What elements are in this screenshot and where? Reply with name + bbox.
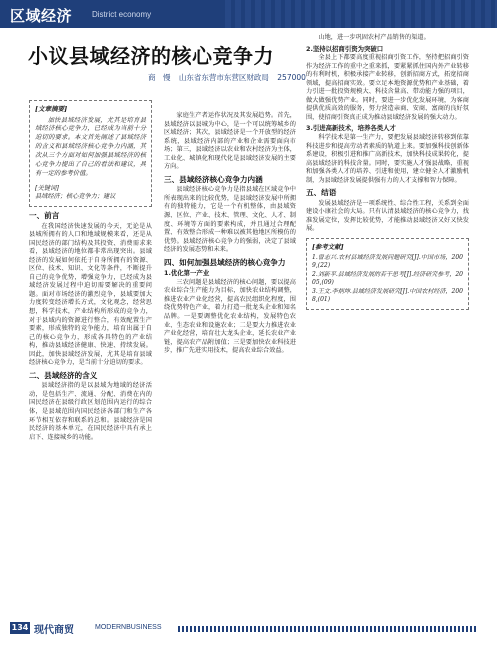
paragraph: 县域经济指的是以县域为地域的经济活动，是包括生产、流通、分配、消费在内的国民经济在县级行政区划范围内运行的综合体，是县域范围内国民经济各部门和生产各环节相互依存和联系的总和。县域经济是国民经济的基本单元，在国民经济中具有承上启下、连接城乡的功能。	[29, 382, 152, 441]
heading-definition: 二、县域经济的含义	[29, 370, 98, 380]
heading-conclusion: 五、结语	[306, 188, 337, 198]
column-middle	[164, 112, 296, 357]
paragraph: 县域经济核心竞争力是指县域在区域竞争中所表现出来的比较优势，是县域经济发展中所拥有的独特能力，它是一个有机整体，由县域资源、区位、产业、技术、管理、文化、人才、制度、环境等方面的要素构成，并且通过合理配置、有效整合形成一种难以被其他地区所模仿的优势。县域经济核心竞争力的强弱，决定了县域经济的发展态势和未来。	[164, 186, 296, 254]
subheading-primary-industry: 1.优化第一产业	[164, 269, 210, 278]
subheading-technology-talent: 3.引进高新技术，培养各类人才	[306, 124, 396, 133]
journal-name-english: MODERNBUSINESS	[95, 624, 162, 631]
reference-item: 3.王文.李炳坤.县域经济发展研究[J].中国农村经济，2008,(01)	[312, 287, 463, 304]
journal-name: 现代商贸	[34, 625, 74, 636]
footer-decoration	[178, 626, 478, 632]
author-name: 商 慢	[148, 73, 171, 82]
article-title: 小议县域经济的核心竞争力	[28, 44, 274, 68]
heading-introduction: 一、前言	[29, 210, 60, 220]
abstract-box	[29, 100, 152, 207]
references-box	[306, 238, 469, 310]
section-title: 区域经济	[10, 7, 73, 25]
reference-item: 2.刘新平.县域经济发展的若干思考[J].经济研究参考，2005,(09)	[312, 270, 463, 287]
banner-decoration	[225, 0, 497, 28]
reference-item: 1.曾志兴.农村县域经济发展问题研究[J].中国市场，2009,(22)	[312, 253, 463, 270]
paragraph: 全县上下都要高度重视招商引资工作，坚持把招商引资作为经济工作的重中之重来抓，要紧紧抓住国内外产业转移的有利时机，积极承接产业转移，创新招商方式，拓宽招商领域，提高招商实效。要立足本地资源优势和产业基础，着力引进一批投资规模大、科技含量高、带动能力强的项目，做大做强优势产业。同时，要进一步优化发展环境，为客商提供优质高效的服务，努力营造亲商、安商、富商的良好氛围，使招商引资真正成为推动县域经济发展的强大动力。	[306, 54, 469, 121]
paragraph: 发展县域经济是一项系统性、综合性工程，关系到全面建设小康社会的大局。只有认清县域经济的核心竞争力，找准发展定位，发挥比较优势，才能推动县域经济又好又快发展。	[306, 199, 469, 233]
paragraph: 三农问题是县域经济的核心问题，要以提高农业综合生产能力为目标，加快农业结构调整，推进农业产业化经营，提高农民组织化程度，围绕优势特色产业，着力打造一批龙头企业和知名品牌。一是要调整优化农业结构，发展特色农业、生态农业和设施农业；二是要大力推进农业产业化经营，培育壮大龙头企业，延长农业产业链，提高农产品附加值；三是要加快农业科技进步，推广先进实用技术，提高农业综合效益。	[164, 278, 296, 355]
column-right	[306, 34, 469, 310]
postcode: 257000	[277, 73, 306, 82]
page-number: 134	[11, 623, 29, 632]
keywords-label: [关键词]	[35, 184, 59, 192]
keywords: 县域经济；核心竞争力；建议	[35, 193, 116, 201]
paragraph: 科学技术是第一生产力，要把发展县域经济转移到依靠科技进步和提高劳动者素质的轨道上来。要加强科技创新体系建设，积极引进和推广高新技术，加快科技成果转化，提高县域经济的科技含量。同时，要实施人才强县战略，重视和加强各类人才的培养、引进和使用，建立健全人才激励机制，为县域经济发展提供强有力的人才支撑和智力保障。	[306, 134, 469, 184]
section-banner	[0, 0, 497, 28]
heading-core-competence: 三、县域经济核心竞争力内涵	[164, 174, 263, 184]
abstract-label: [文章摘要]	[35, 105, 68, 113]
subheading-investment: 2.坚持以招商引资为突破口	[306, 44, 384, 53]
byline	[148, 72, 312, 83]
paragraph: 山地，进一步巩固农村产品销售的渠道。	[318, 34, 430, 41]
column-left	[29, 100, 152, 443]
author-affiliation: 山东省东营市东营区财政局	[178, 73, 269, 82]
paragraph: 家庭生产者运作状况及其发展趋势。首先，县域经济以县城为中心，是一个可以统筹城乡的区域经济；其次，县域经济是一个开放型的经济系统，县域经济内部的产业和企业需要面向市场；第三，县域经济以农业和农村经济为主体，工业化、城镇化和现代化是县域经济发展的主要方向。	[164, 112, 296, 171]
paragraph: 在我国经济快速发展的今天，无论是从县城所拥有的人口和地域规模来看，还是从国民经济的部门结构及其投资、消费需求来看，县域经济的地位都非常出现突出。县域经济的发展如何依托于自身所拥有的资源、区位、技术、知识、文化等条件，不断提升自己的竞争优势，增强竞争力，已经成为县域经济发展过程中迫切需要解决的重要问题。面对市场经济的激烈竞争，县域要加大力度转变经济增长方式，文化观念，经营思想，科学技术，产业结构所形成的竞争力，对于县域内的资源进行整合，有效配置生产要素，形成独特的竞争能力，培育出属于自己的核心竞争力，形成各具特色的产业结构，推动县域经济健康、快速、持续发展。因此，加快县域经济发展，尤其是培育县域经济核心竞争力，是当前十分迫切的要求。	[29, 222, 152, 367]
heading-strategies: 四、如何加强县域经济的核心竞争力	[164, 257, 286, 267]
references-label: [参考文献]	[312, 243, 344, 252]
section-subtitle: District economy	[92, 10, 152, 19]
abstract-body: 加快县域经济发展，尤其是培育县域经济核心竞争力，已经成为当前十分迫切的要求。本文首先阐述了县域经济的含义和县域经济核心竞争力内涵，其次从三个方面对如何加强县域经济的核心竞争力提出了自己的看法和建议，具有一定的参考价值。	[35, 116, 146, 177]
